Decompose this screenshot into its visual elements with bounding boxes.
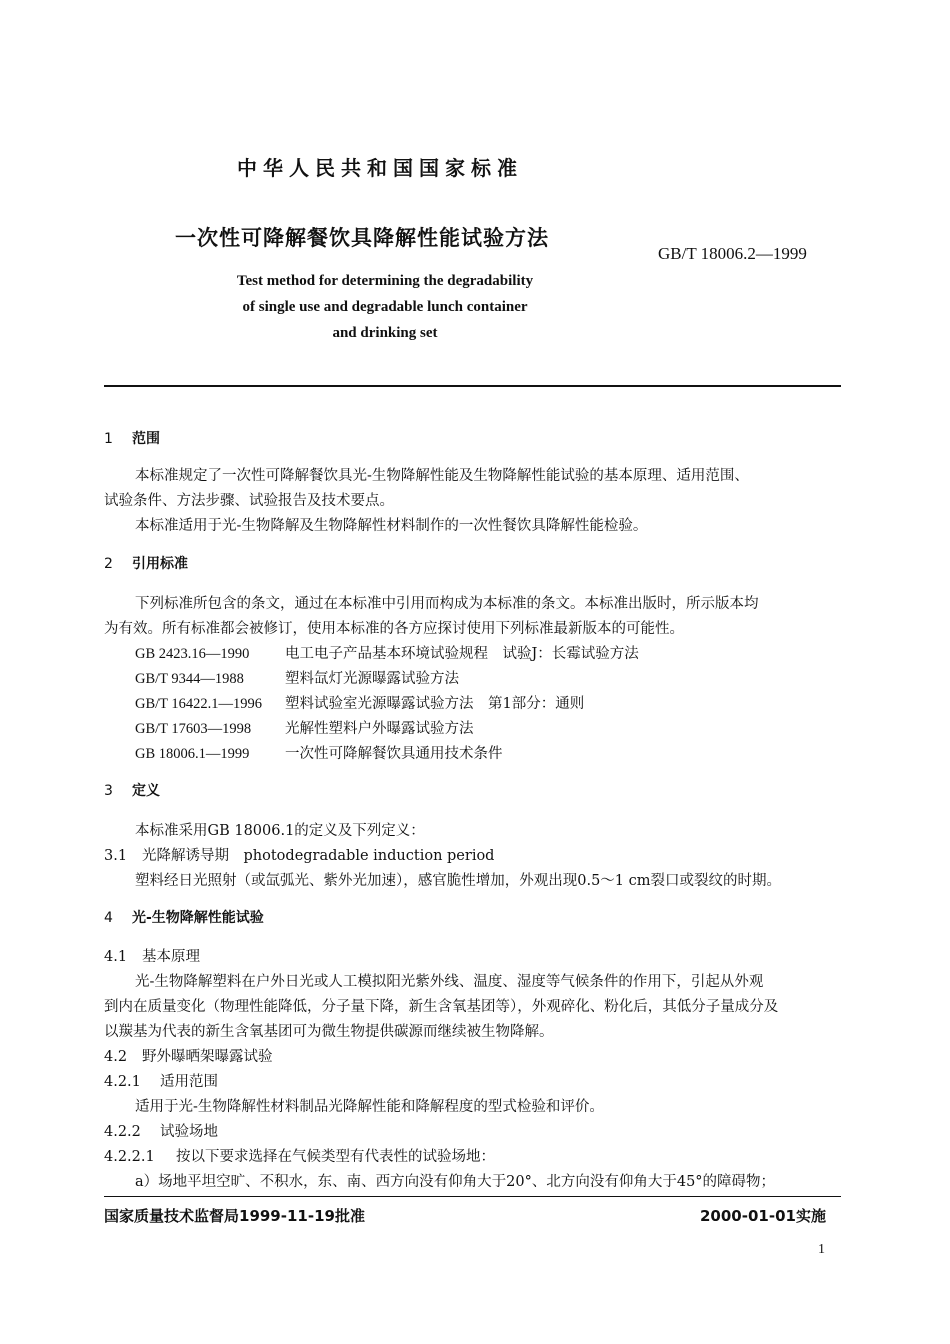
paragraph: 为有效。所有标准都会被修订，使用本标准的各方应探讨使用下列标准最新版本的可能性。: [104, 621, 684, 637]
paragraph: 下列标准所包含的条文，通过在本标准中引用而构成为本标准的条文。本标准出版时，所示版本均: [135, 596, 759, 612]
definition-term: 3.1 光降解诱导期 photodegradable induction period: [104, 848, 495, 864]
list-item: a）场地平坦空旷、不积水，东、南、西方向没有仰角大于20°、北方向没有仰角大于45°的障碍物；: [135, 1174, 776, 1190]
implementation-date: 2000-01-01实施: [700, 1207, 826, 1225]
reference-item: GB 18006.1—1999 一次性可降解餐饮具通用技术条件: [135, 746, 503, 762]
paragraph: 本标准适用于光-生物降解及生物降解性材料制作的一次性餐饮具降解性能检验。: [135, 518, 648, 534]
reference-item: GB/T 16422.1—1996 塑料试验室光源曝露试验方法 第1部分：通则: [135, 696, 585, 712]
page-number: 1: [818, 1242, 825, 1257]
paragraph: 本标准采用GB 18006.1的定义及下列定义：: [135, 823, 425, 839]
paragraph: 适用于光-生物降解性材料制品光降解性能和降解程度的型式检验和评价。: [135, 1099, 604, 1115]
paragraph: 光-生物降解塑料在户外日光或人工模拟阳光紫外线、温度、湿度等气候条件的作用下，引起从外观: [135, 974, 764, 990]
english-title: [150, 268, 620, 346]
section-3-heading: 3 定义: [104, 783, 160, 799]
subsection-heading: 4.2.2 试验场地: [104, 1124, 218, 1140]
national-standard-heading: 中华人民共和国国家标准: [237, 156, 523, 180]
footer-divider: [104, 1196, 841, 1197]
definition-text: 塑料经日光照射（或氙弧光、紫外光加速），感官脆性增加，外观出现0.5～1 cm裂口或裂纹的时期。: [135, 873, 782, 889]
paragraph: 本标准规定了一次性可降解餐饮具光-生物降解性能及生物降解性能试验的基本原理、适用范围、: [135, 468, 749, 484]
section-4-heading: 4 光-生物降解性能试验: [104, 910, 264, 926]
reference-item: GB/T 17603—1998 光解性塑料户外曝露试验方法: [135, 721, 474, 737]
reference-item: GB 2423.16—1990 电工电子产品基本环境试验规程 试验J：长霉试验方法: [135, 646, 639, 662]
paragraph: 试验条件、方法步骤、试验报告及技术要点。: [104, 493, 394, 509]
subsection-heading: 4.2.1 适用范围: [104, 1074, 218, 1090]
clause: 4.2.2.1 按以下要求选择在气候类型有代表性的试验场地：: [104, 1149, 495, 1165]
document-title: 一次性可降解餐饮具降解性能试验方法: [175, 226, 549, 250]
subsection-heading: 4.2 野外曝晒架曝露试验: [104, 1049, 273, 1065]
english-title-line: Test method for determining the degradability: [236, 273, 534, 289]
paragraph: 以羰基为代表的新生含氧基团可为微生物提供碳源而继续被生物降解。: [104, 1024, 554, 1040]
section-2-heading: 2 引用标准: [104, 556, 188, 572]
paragraph: 到内在质量变化（物理性能降低，分子量下降，新生含氧基团等），外观碎化、粉化后，其低分子量成分及: [104, 999, 779, 1015]
reference-item: GB/T 9344—1988 塑料氙灯光源曝露试验方法: [135, 671, 459, 687]
header-divider: [104, 385, 841, 387]
section-1-heading: 1 范围: [104, 431, 160, 447]
english-title-line: and drinking set: [332, 325, 438, 341]
english-title-line: of single use and degradable lunch container: [242, 299, 528, 315]
subsection-heading: 4.1 基本原理: [104, 949, 200, 965]
approval-statement: 国家质量技术监督局1999-11-19批准: [104, 1207, 365, 1225]
standard-code: GB/T 18006.2—1999: [658, 244, 807, 263]
